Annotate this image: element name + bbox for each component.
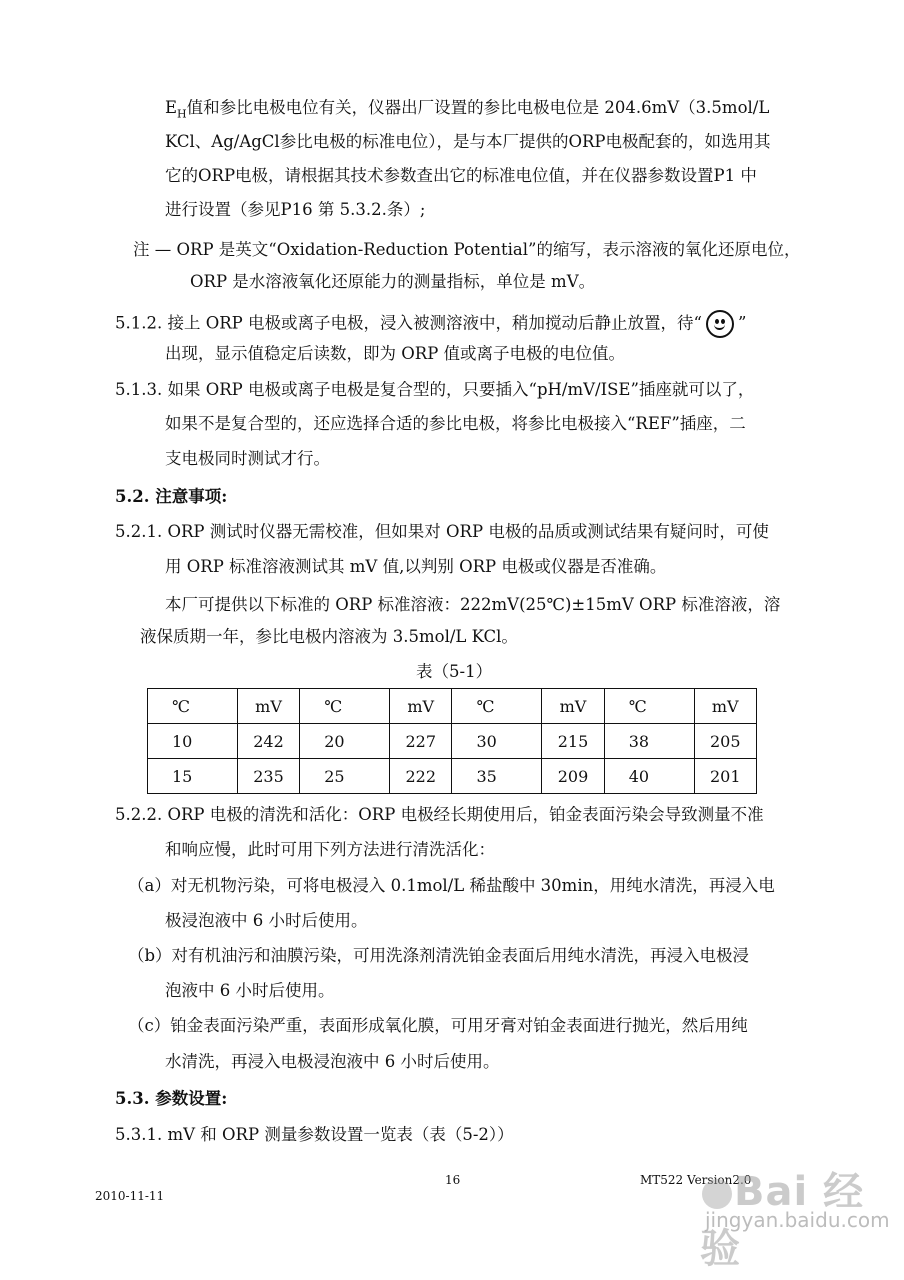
table-header-row <box>148 689 757 724</box>
table-header-cell: mV <box>694 689 757 724</box>
item-b-line-2: 泡液中 6 小时后使用。 <box>165 981 335 1000</box>
table-cell: 227 <box>390 724 452 759</box>
table-caption: 表（5-1） <box>416 662 493 681</box>
table-cell: 235 <box>237 759 299 794</box>
item-a-line-1: （a）对无机物污染，可将电极浸入 0.1mol/L 稀盐酸中 30min，用纯水清洗，再浸入电 <box>128 876 775 895</box>
section-5-2-2-line-1: 5.2.2. ORP 电极的清洗和活化：ORP 电极经长期使用后，铂金表面污染会导致测量不准 <box>115 805 764 824</box>
para-line-2: KCl、Ag/AgCl参比电极的标准电位），是与本厂提供的ORP电极配套的，如选用其 <box>165 132 771 151</box>
table-header-cell: ℃ <box>452 689 542 724</box>
footer-date: 2010-11-11 <box>95 1189 165 1203</box>
section-5-2-1-line-1: 5.2.1. ORP 测试时仪器无需校准，但如果对 ORP 电极的品质或测试结果有疑问时，可使 <box>115 522 769 541</box>
table-cell: 25 <box>300 759 390 794</box>
item-c-line-1: （c）铂金表面污染严重，表面形成氧化膜，可用牙膏对铂金表面进行抛光，然后用纯 <box>128 1016 748 1035</box>
section-5-2-2-line-2: 和响应慢，此时可用下列方法进行清洗活化： <box>165 840 495 859</box>
table-cell: 215 <box>542 724 604 759</box>
section-5-1-3-line-1: 5.1.3. 如果 ORP 电极或离子电极是复合型的，只要插入“pH/mV/ISE”插座就可以了， <box>115 380 755 399</box>
table-row <box>148 759 757 794</box>
section-5-1-2-line-1: 5.1.2. 接上 ORP 电极或离子电极，浸入被测溶液中，稍加搅动后静止放置，待“ ” <box>115 310 746 338</box>
table-cell: 222 <box>390 759 452 794</box>
table-cell: 201 <box>694 759 757 794</box>
table-cell: 205 <box>694 724 757 759</box>
table-cell: 10 <box>148 724 238 759</box>
table-cell: 209 <box>542 759 604 794</box>
standard-solution-line-2: 液保质期一年，参比电极内溶液为 3.5mol/L KCl。 <box>140 627 518 646</box>
standard-solution-line-1: 本厂可提供以下标准的 ORP 标准溶液：222mV(25℃)±15mV ORP 标准溶液，溶 <box>165 595 781 614</box>
section-5-1-3-line-2: 如果不是复合型的，还应选择合适的参比电极，将参比电极接入“REF”插座，二 <box>165 414 746 433</box>
orp-standard-table <box>147 688 757 794</box>
item-b-line-1: （b）对有机油污和油膜污染，可用洗涤剂清洗铂金表面后用纯水清洗，再浸入电极浸 <box>128 946 750 965</box>
smiley-icon <box>706 310 734 338</box>
page-number: 16 <box>445 1173 461 1187</box>
section-5-1-2-line-2: 出现，显示值稳定后读数，即为 ORP 值或离子电极的电位值。 <box>165 344 626 363</box>
table-row <box>148 724 757 759</box>
table-cell: 20 <box>300 724 390 759</box>
item-c-line-2: 水清洗，再浸入电极浸泡液中 6 小时后使用。 <box>165 1052 500 1071</box>
note-line-1: 注 — ORP 是英文“Oxidation-Reduction Potential”的缩写，表示溶液的氧化还原电位， <box>133 240 801 259</box>
table-cell: 242 <box>237 724 299 759</box>
para-line-3: 它的ORP电极，请根据其技术参数查出它的标准电位值，并在仪器参数设置P1 中 <box>165 166 757 185</box>
table-header-cell: ℃ <box>300 689 390 724</box>
table-cell: 15 <box>148 759 238 794</box>
baidu-watermark-url: jingyan.baidu.com <box>705 1208 890 1232</box>
paw-icon <box>702 1179 732 1209</box>
table-header-cell: ℃ <box>604 689 694 724</box>
table-header-cell: ℃ <box>148 689 238 724</box>
version-label: MT522 Version2.0 <box>640 1173 752 1187</box>
table-cell: 38 <box>604 724 694 759</box>
para-line-1: $E_H$值和参比电极电位有关，仪器出厂设置的参比电极电位是 204.6mV（3.5mol/L <box>165 98 770 121</box>
baidu-watermark-logo: Bai 经验 <box>700 1169 865 1272</box>
table-header-cell: mV <box>237 689 299 724</box>
para-line-4: 进行设置（参见P16 第 5.3.2.条）; <box>165 200 426 219</box>
table-cell: 30 <box>452 724 542 759</box>
table-cell: 40 <box>604 759 694 794</box>
section-heading-5-3: 5.3. 参数设置: <box>115 1089 228 1108</box>
section-5-2-1-line-2: 用 ORP 标准溶液测试其 mV 值,以判别 ORP 电极或仪器是否准确。 <box>165 557 667 576</box>
section-heading-5-2: 5.2. 注意事项: <box>115 487 228 506</box>
table-header-cell: mV <box>390 689 452 724</box>
section-5-3-1: 5.3.1. mV 和 ORP 测量参数设置一览表（表（5-2）） <box>115 1125 514 1144</box>
table-header-cell: mV <box>542 689 604 724</box>
note-line-2: ORP 是水溶液氧化还原能力的测量指标，单位是 mV。 <box>190 272 596 291</box>
item-a-line-2: 极浸泡液中 6 小时后使用。 <box>165 911 368 930</box>
table-cell: 35 <box>452 759 542 794</box>
section-5-1-3-line-3: 支电极同时测试才行。 <box>165 449 330 468</box>
